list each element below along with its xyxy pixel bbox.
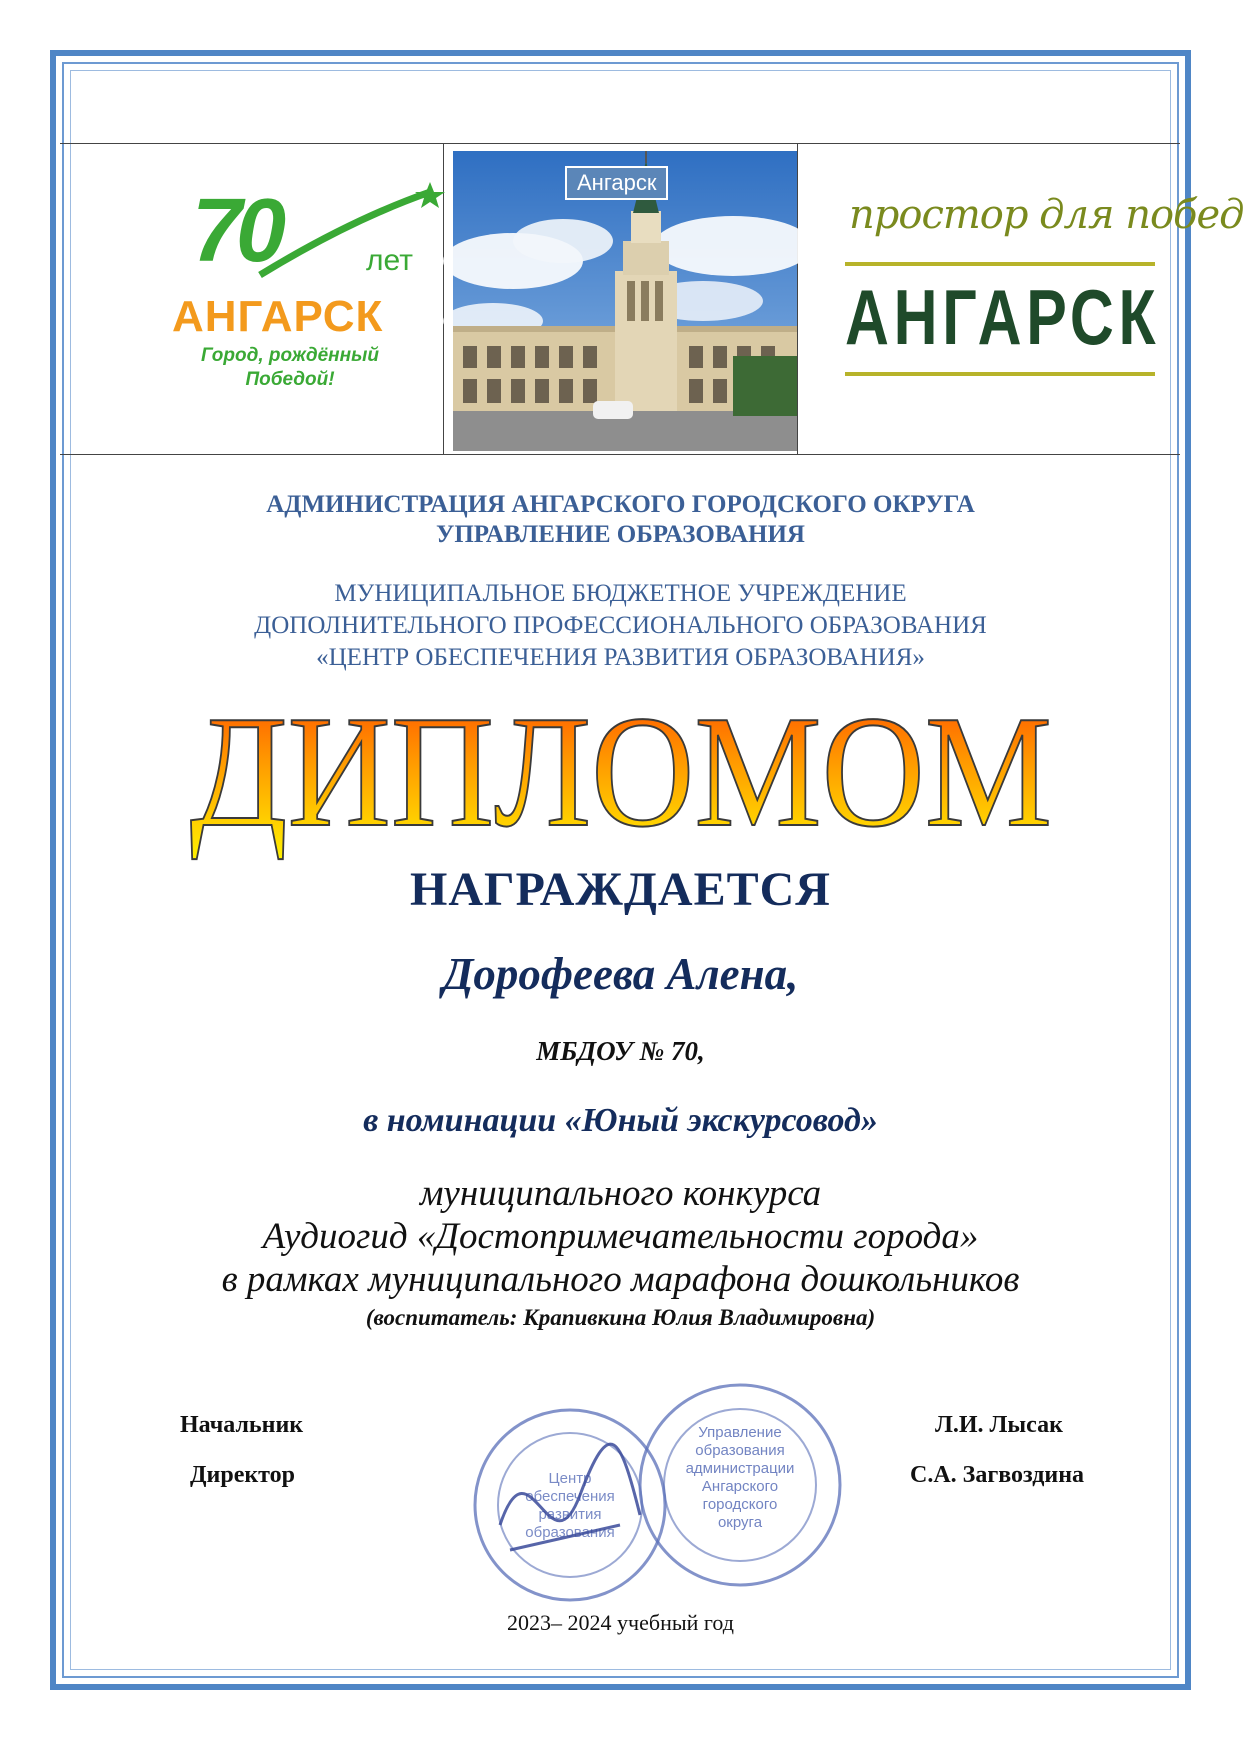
- diploma-title-text: ДИПЛОМОМ: [190, 682, 1052, 860]
- recipient-name: Дорофеева Алена,: [442, 949, 799, 999]
- right-stamp-text-5: городского: [702, 1496, 778, 1513]
- issuer-admin: АДМИНИСТРАЦИЯ АНГАРСКОГО ГОРОДСКОГО ОКРУГА УПРАВЛЕНИЕ ОБРАЗОВАНИЯ: [266, 491, 975, 548]
- nomination: в номинации «Юный экскурсовод»: [363, 1102, 878, 1139]
- recipient-org: МБДОУ № 70,: [536, 1036, 705, 1066]
- teacher-note: (воспитатель: Крапивкина Юлия Владимировна): [365, 1305, 876, 1330]
- left-stamp-text-3: развития: [538, 1506, 602, 1523]
- contest-description: муниципального конкурса Аудиогид «Достопримечательности города» в рамках муниципального марафона дошкольников: [221, 1173, 1020, 1300]
- logo-slogan: Город, рождённый Победой!: [201, 345, 379, 390]
- signer-role-1: Начальник: [180, 1412, 304, 1438]
- left-stamp-text-1: Центр: [548, 1470, 592, 1487]
- diploma-title: [190, 682, 1052, 860]
- brand-bar-top: [845, 262, 1155, 266]
- city-badge: Ангарск: [565, 166, 668, 200]
- logo-city: АНГАРСК: [172, 292, 384, 341]
- right-stamp-icon: [640, 1385, 840, 1585]
- left-stamp-text-2: обеспечения: [525, 1488, 615, 1505]
- signer-name-1: Л.И. Лысак: [935, 1412, 1063, 1438]
- anniversary-logo: [170, 180, 450, 410]
- logo-suffix: лет: [366, 244, 413, 277]
- right-stamp-text-1: Управление: [698, 1424, 782, 1441]
- academic-year: 2023– 2024 учебный год: [507, 1610, 734, 1635]
- official-stamps: [470, 1375, 850, 1605]
- awarded-heading: НАГРАЖДАЕТСЯ: [410, 863, 831, 916]
- city-brand-logo: [845, 180, 1243, 380]
- brand-city: АНГАРСК: [845, 273, 1161, 361]
- logo-number: 70: [192, 181, 281, 281]
- right-stamp-text-3: администрации: [685, 1460, 795, 1477]
- issuer-institution: МУНИЦИПАЛЬНОЕ БЮДЖЕТНОЕ УЧРЕЖДЕНИЕ ДОПОЛНИТЕЛЬНОГО ПРОФЕССИОНАЛЬНОГО ОБРАЗОВАНИЯ «ЦЕНТР ОБЕСПЕЧЕНИЯ РАЗВИТИЯ ОБРАЗОВАНИЯ»: [254, 580, 987, 671]
- right-stamp-text-2: образования: [695, 1442, 785, 1459]
- right-stamp-text-4: Ангарского: [701, 1478, 779, 1495]
- right-stamp-text-6: округа: [717, 1514, 763, 1531]
- brand-tagline: простор для побед: [849, 192, 1243, 238]
- star-swoosh-icon: [240, 180, 450, 290]
- signer-role-2: Директор: [190, 1462, 295, 1488]
- brand-bar-bottom: [845, 372, 1155, 376]
- city-photo: [453, 151, 797, 451]
- divider: [797, 143, 798, 454]
- left-stamp-text-4: образования: [525, 1524, 615, 1541]
- signer-name-2: С.А. Загвоздина: [910, 1462, 1085, 1488]
